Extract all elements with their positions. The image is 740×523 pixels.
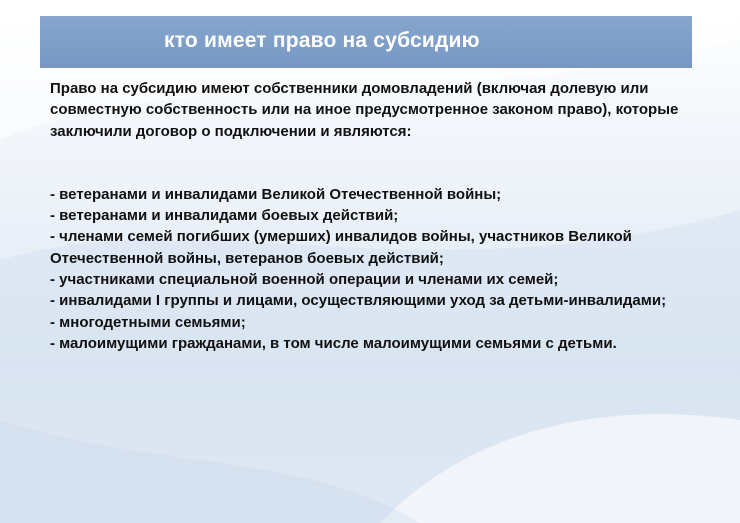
list-item: - инвалидами I группы и лицами, осуществляющими уход за детьми-инвалидами; bbox=[50, 292, 667, 310]
list-item: - участниками специальной военной операции и членами их семей; bbox=[50, 271, 559, 289]
content-block bbox=[50, 78, 690, 354]
list-item: - многодетными семьями; bbox=[50, 313, 246, 331]
intro-paragraph: Право на субсидию имеют собственники домовладений (включая долевую или совместную собственность или на иное предусмотренное законом право), которые заключили договор о подключении и являются: bbox=[50, 80, 679, 140]
list-item: - малоимущими гражданами, в том числе малоимущими семьями с детьми. bbox=[50, 334, 617, 352]
list-item: - ветеранами и инвалидами Великой Отечественной войны; bbox=[50, 185, 502, 203]
slide-title: кто имеет право на субсидию bbox=[164, 29, 480, 52]
list-item: - членами семей погибших (умерших) инвалидов войны, участников Великой Отечественной войны, ветеранов боевых действий; bbox=[50, 228, 632, 267]
title-banner bbox=[40, 16, 692, 68]
list-item: - ветеранами и инвалидами боевых действий; bbox=[50, 207, 399, 225]
eligibility-list bbox=[50, 184, 690, 354]
